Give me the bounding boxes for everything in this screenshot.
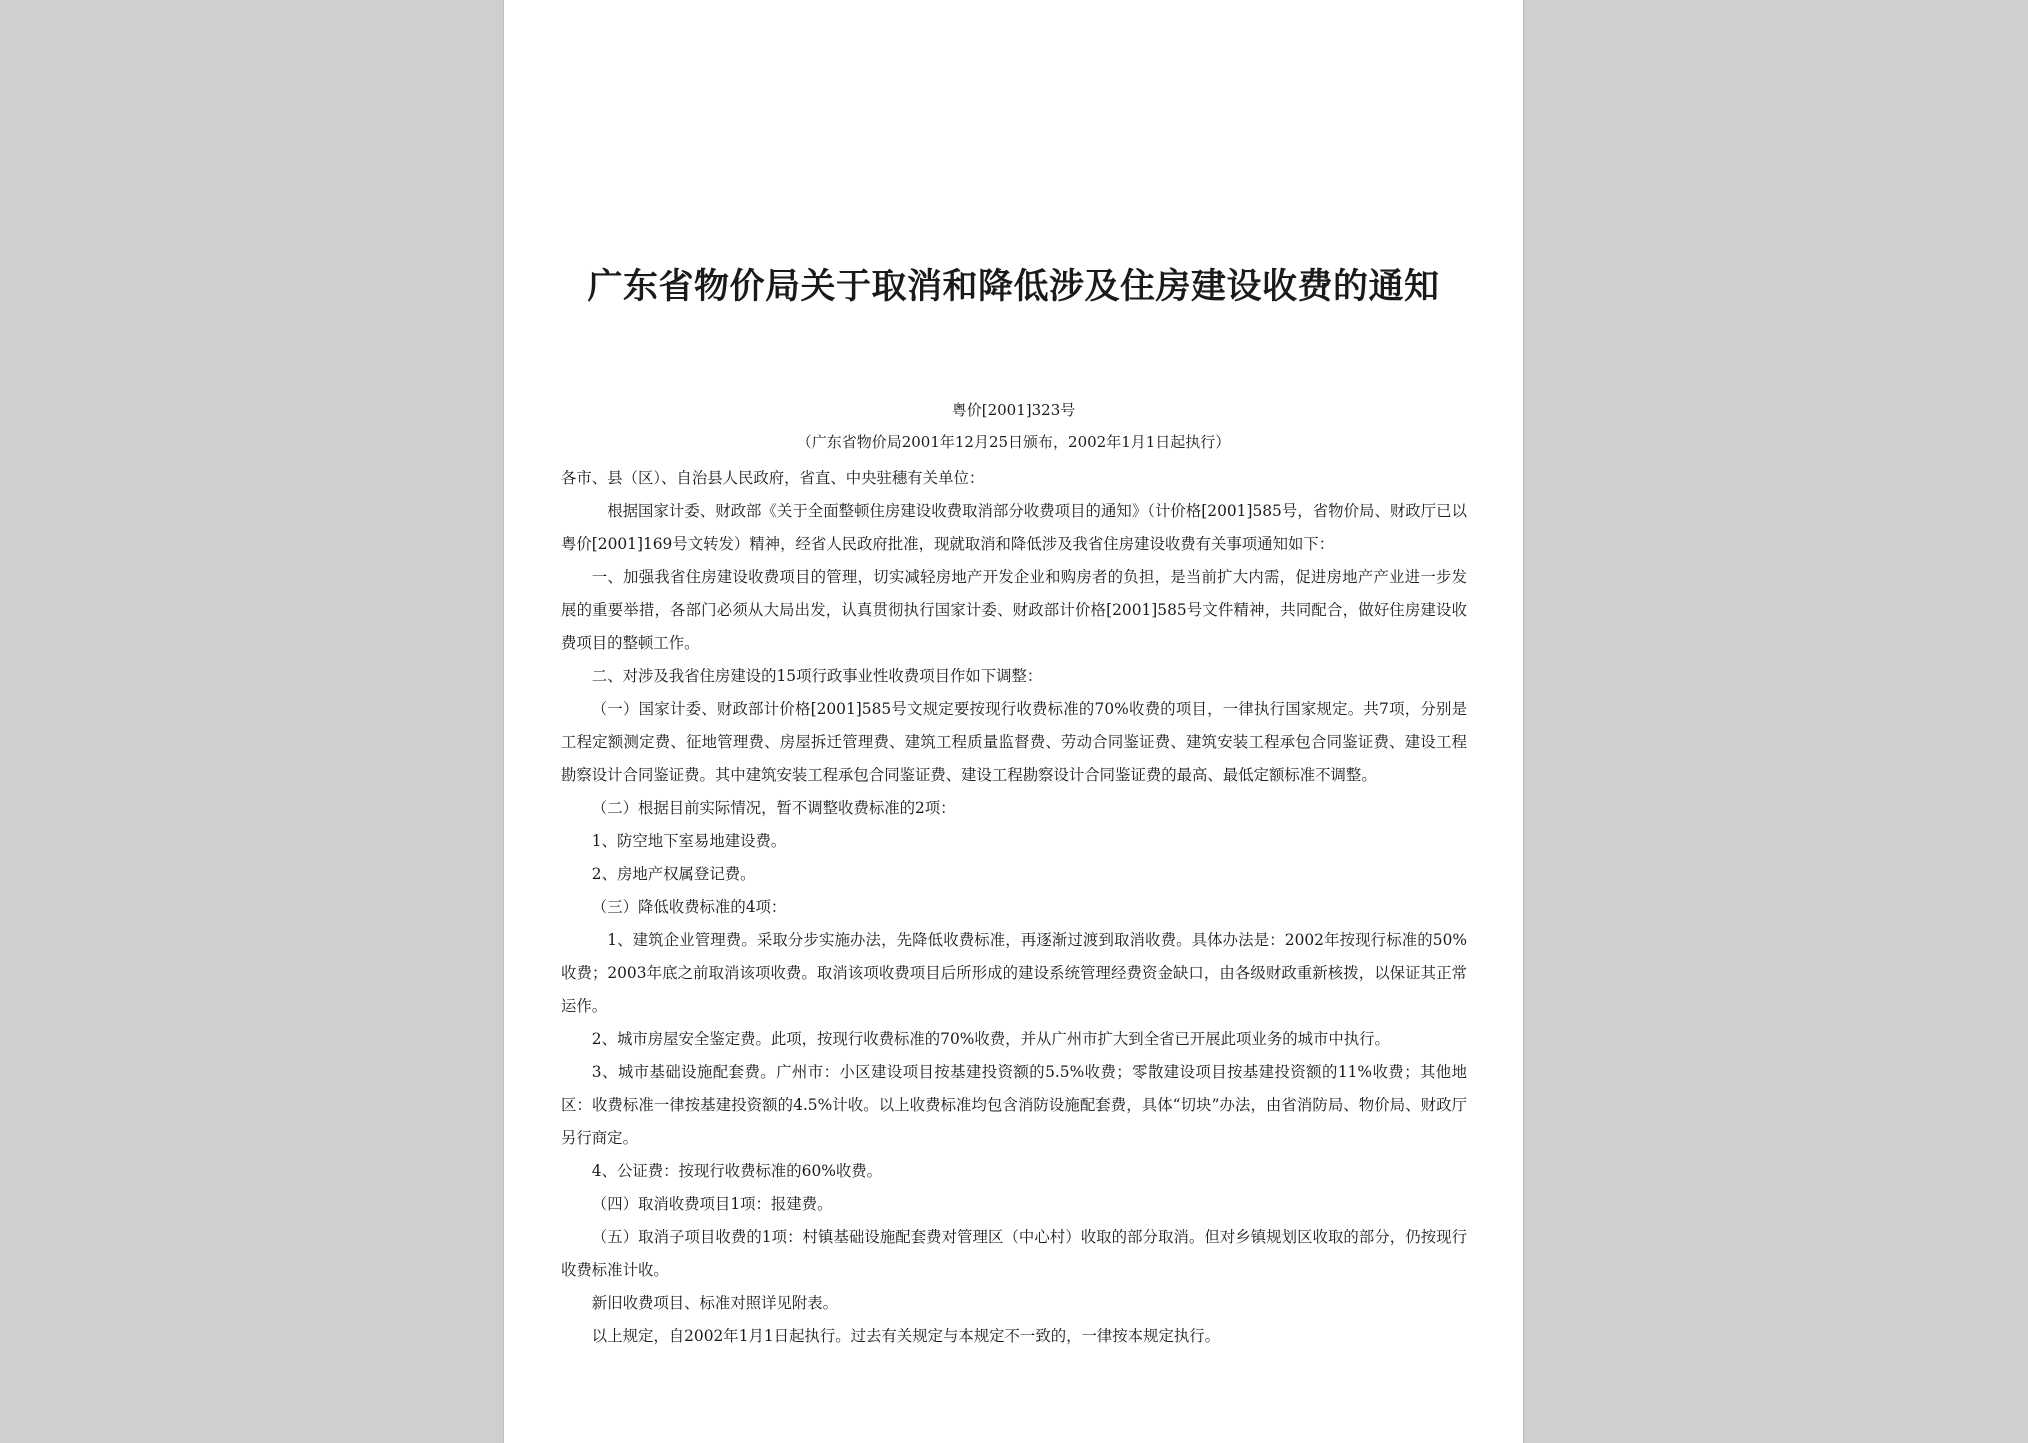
list-item: 4、公证费：按现行收费标准的60%收费。: [591, 1162, 883, 1180]
paragraph: 二、对涉及我省住房建设的15项行政事业性收费项目作如下调整：: [591, 667, 1043, 685]
paragraph: （四）取消收费项目1项：报建费。: [591, 1195, 833, 1213]
list-item: 3、城市基础设施配套费。广州市：小区建设项目按基建投资额的5.5%收费；零散建设项目按基建投资额的11%收费；其他地区：收费标准一律按基建投资额的4.5%计收。以上收费标准均包含消防设施配套费，具体“切块”办法，由省消防局、物价局、财政厅另行商定。: [561, 1063, 1467, 1147]
paragraph: （三）降低收费标准的4项：: [591, 898, 787, 916]
paragraph: （五）取消子项目收费的1项：村镇基础设施配套费对管理区（中心村）收取的部分取消。但对乡镇规划区收取的部分，仍按现行收费标准计收。: [561, 1228, 1467, 1279]
document-page: [504, 0, 1523, 1443]
list-item: 1、建筑企业管理费。采取分步实施办法，先降低收费标准，再逐渐过渡到取消收费。具体办法是：2002年按现行标准的50%收费；2003年底之前取消该项收费。取消该项收费项目后所形成的建设系统管理经费资金缺口，由各级财政重新核拨，以保证其正常运作。: [561, 931, 1467, 1015]
paragraph: 新旧收费项目、标准对照详见附表。: [591, 1294, 839, 1312]
document-title: 广东省物价局关于取消和降低涉及住房建设收费的通知: [587, 267, 1440, 307]
addressee-line: 各市、县（区）、自治县人民政府，省直、中央驻穗有关单位：: [561, 469, 985, 487]
list-item: 2、城市房屋安全鉴定费。此项，按现行收费标准的70%收费，并从广州市扩大到全省已开展此项业务的城市中执行。: [591, 1030, 1390, 1048]
list-item: 2、房地产权属登记费。: [591, 865, 756, 883]
paragraph: （二）根据目前实际情况，暂不调整收费标准的2项：: [591, 799, 956, 817]
issuance-note: （广东省物价局2001年12月25日颁布，2002年1月1日起执行）: [796, 433, 1231, 451]
paragraph: 根据国家计委、财政部《关于全面整顿住房建设收费取消部分收费项目的通知》（计价格[2001]585号，省物价局、财政厅已以粤价[2001]169号文转发）精神，经省人民政府批准，现就取消和降低涉及我省住房建设收费有关事项通知如下：: [561, 502, 1467, 553]
paragraph: （一）国家计委、财政部计价格[2001]585号文规定要按现行收费标准的70%收费的项目，一律执行国家规定。共7项，分别是工程定额测定费、征地管理费、房屋拆迁管理费、建筑工程质量监督费、劳动合同鉴证费、建筑安装工程承包合同鉴证费、建设工程勘察设计合同鉴证费。其中建筑安装工程承包合同鉴证费、建设工程勘察设计合同鉴证费的最高、最低定额标准不调整。: [561, 700, 1467, 784]
list-item: 1、防空地下室易地建设费。: [591, 832, 787, 850]
document-number: 粤价[2001]323号: [951, 401, 1076, 419]
paragraph: 以上规定，自2002年1月1日起执行。过去有关规定与本规定不一致的，一律按本规定执行。: [591, 1327, 1221, 1345]
paragraph: 一、加强我省住房建设收费项目的管理，切实减轻房地产开发企业和购房者的负担，是当前扩大内需，促进房地产产业进一步发展的重要举措，各部门必须从大局出发，认真贯彻执行国家计委、财政部计价格[2001]585号文件精神，共同配合，做好住房建设收费项目的整顿工作。: [561, 568, 1467, 652]
document-body: [561, 462, 1467, 1353]
